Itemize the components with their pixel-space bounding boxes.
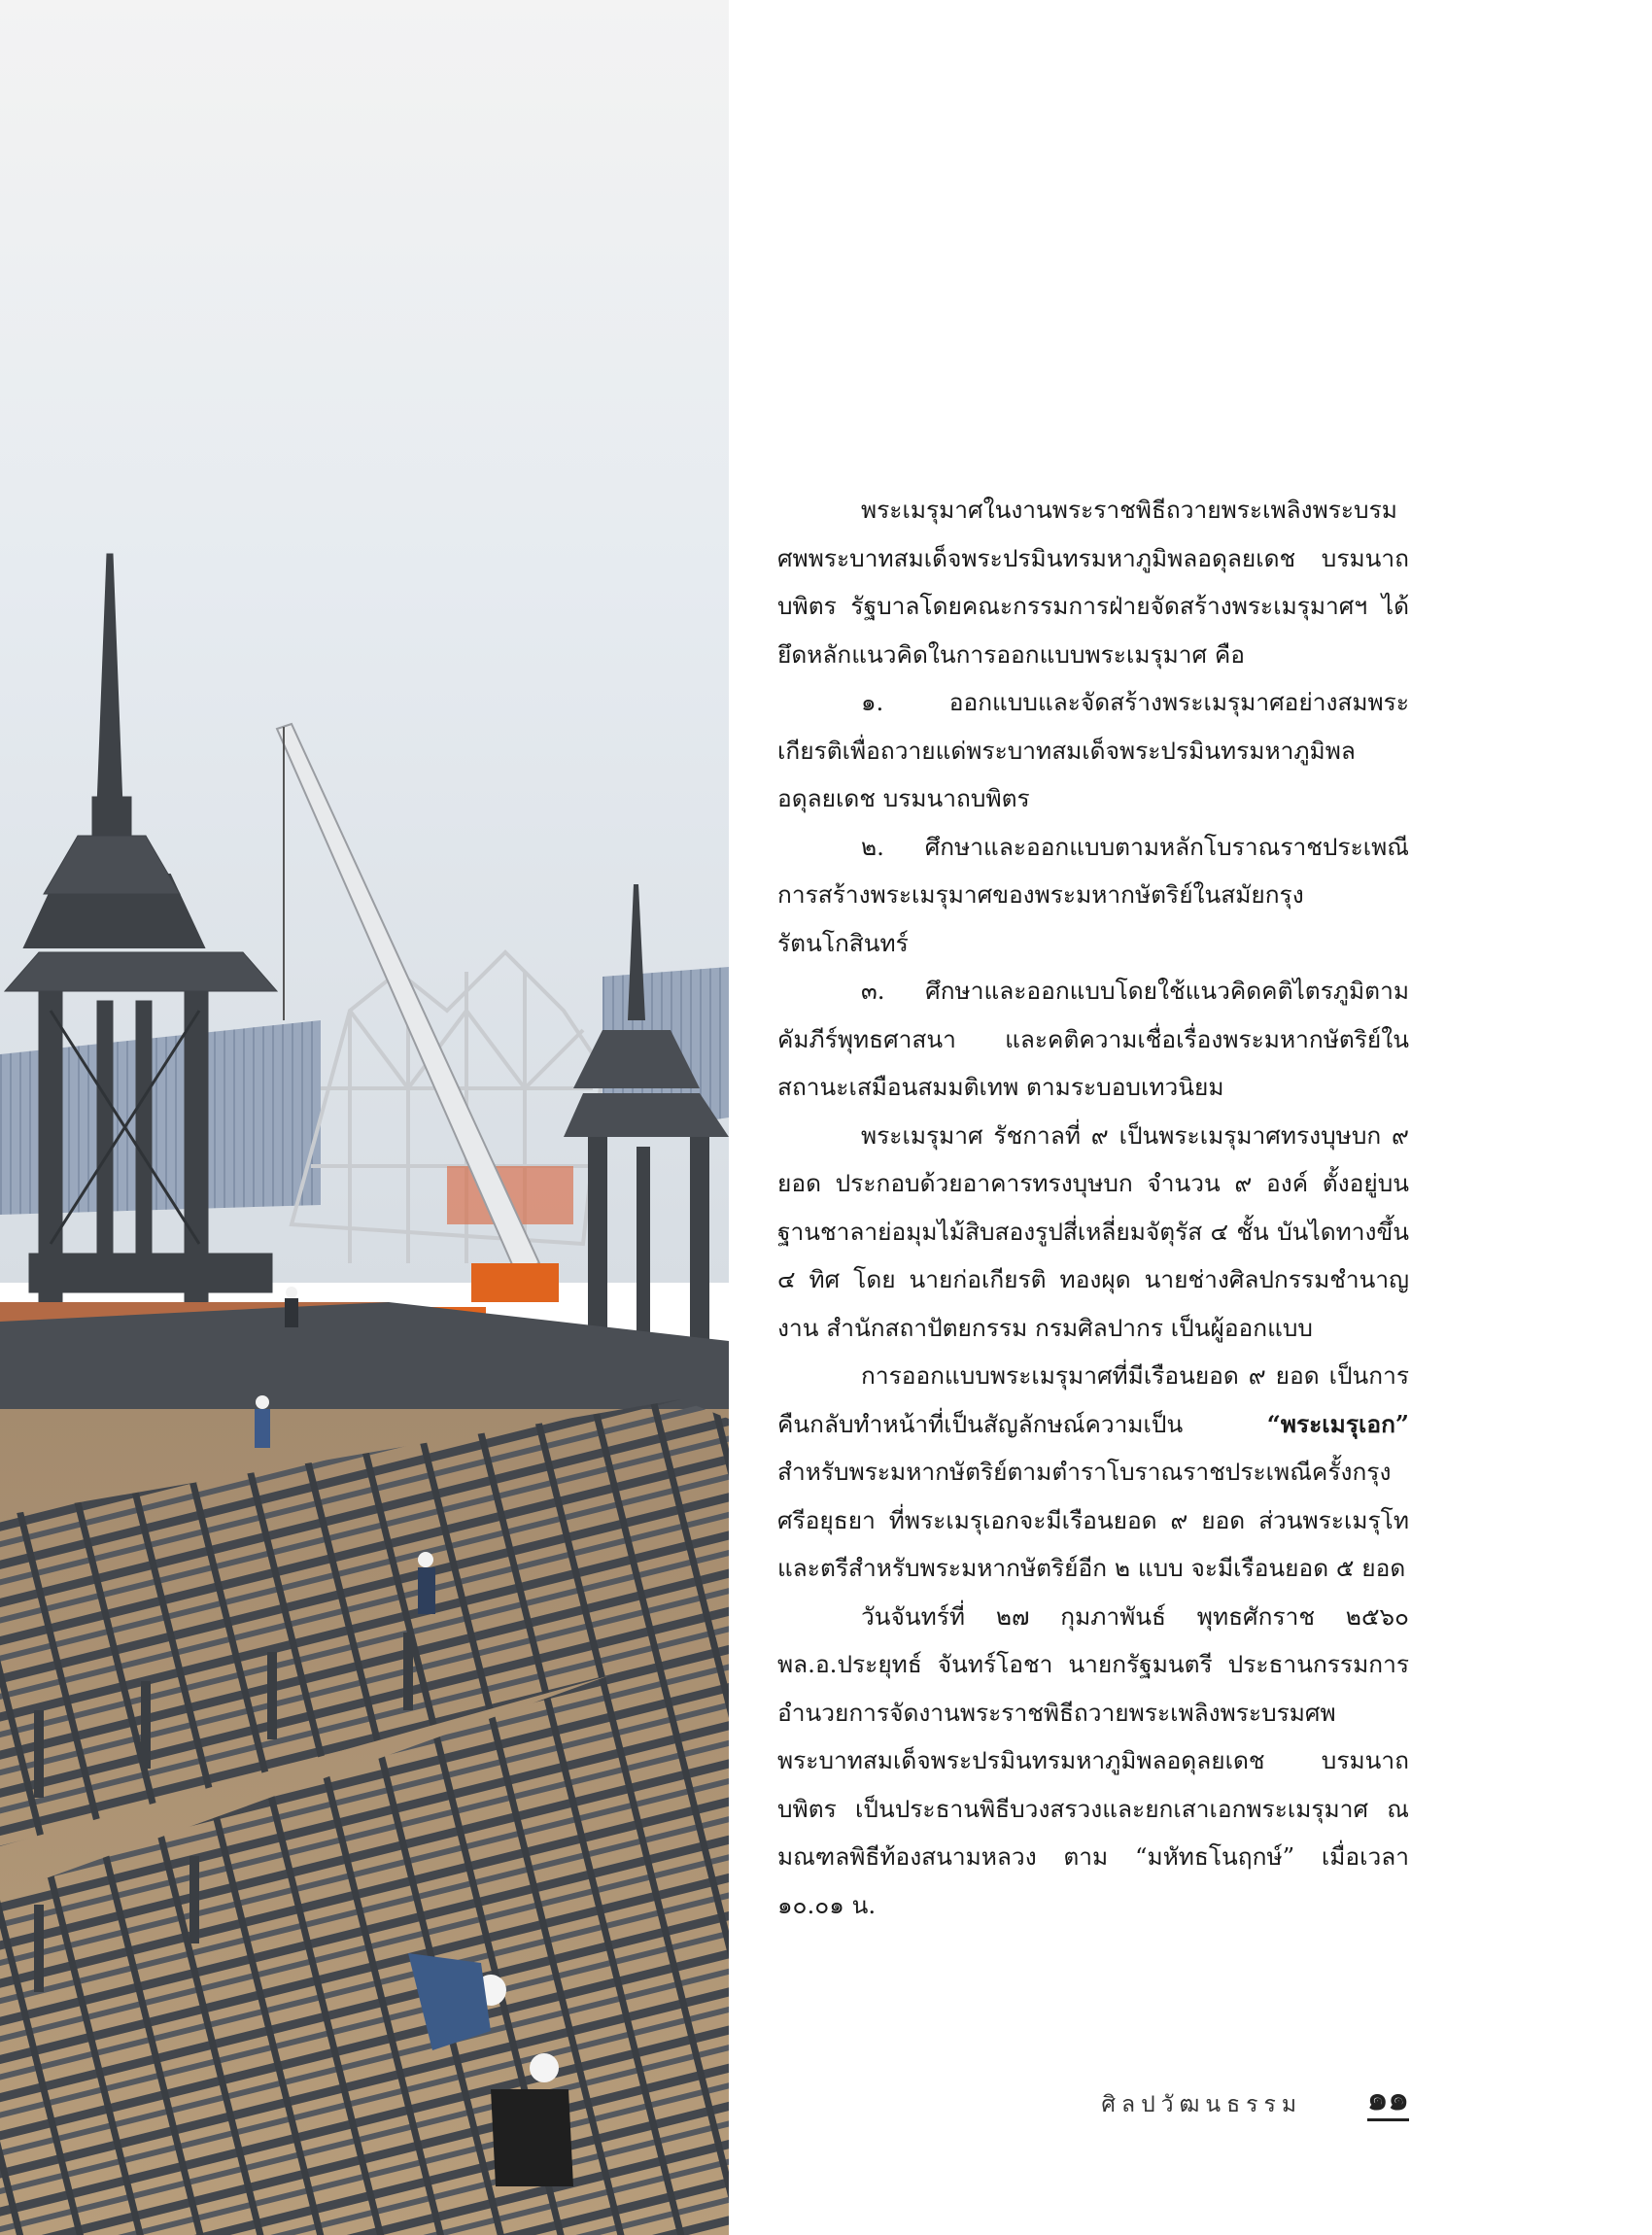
phra-meru-ek-term: “พระเมรุเอก”	[1266, 1409, 1409, 1438]
paragraph-symbolism	[777, 1352, 1409, 1593]
page-footer	[777, 2080, 1409, 2128]
paragraph-intro: พระเมรุมาศในงานพระราชพิธีถวายพระเพลิงพระบรมศพพระบาทสมเด็จพระปรมินทรมหาภูมิพลอดุลยเดช บรมนาถบพิตร รัฐบาลโดยคณะกรรมการฝ่ายจัดสร้างพระเมรุมาศฯ ได้ยึดหลักแนวคิดในการออกแบบพระเมรุมาศ คือ	[777, 496, 1409, 669]
construction-photo	[0, 0, 729, 2235]
magazine-title: ศิลปวัฒนธรรม	[1101, 2092, 1302, 2117]
paragraph-symbolism-a: การออกแบบพระเมรุมาศที่มีเรือนยอด ๙ ยอด เป็นการคืนกลับทำหน้าที่เป็นสัญลักษณ์ความเป็น	[777, 1361, 1409, 1438]
article-text	[777, 486, 1409, 1929]
paragraph-design: พระเมรุมาศ รัชกาลที่ ๙ เป็นพระเมรุมาศทรงบุษบก ๙ ยอด ประกอบด้วยอาคารทรงบุษบก จำนวน ๙ องค์ ตั้งอยู่บนฐานชาลาย่อมุมไม้สิบสองรูปสี่เหลี่ยมจัตุรัส ๔ ชั้น บันไดทางขึ้น ๔ ทิศ โดย นายก่อเกียรติ ทองผุด นายช่างศิลปกรรมชำนาญงาน สำนักสถาปัตยกรรม กรมศิลปากร เป็นผู้ออกแบบ	[777, 1120, 1409, 1342]
paragraph-ceremony: วันจันทร์ที่ ๒๗ กุมภาพันธ์ พุทธศักราช ๒๕๖๐ พล.อ.ประยุทธ์ จันทร์โอชา นายกรัฐมนตรี ประธานกรรมการอำนวยการจัดงานพระราชพิธีถวายพระเพลิงพระบรมศพพระบาทสมเด็จพระปรมินทรมหาภูมิพลอดุลยเดช บรมนาถบพิตร เป็นประธานพิธีบวงสรวงและยกเสาเอกพระเมรุมาศ ณ มณฑลพิธีท้องสนามหลวง ตาม “มหัทธโนฤกษ์” เมื่อเวลา ๑๐.๐๑ น.	[777, 1601, 1409, 1919]
paragraph-principle-2: ๒. ศึกษาและออกแบบตามหลักโบราณราชประเพณีการสร้างพระเมรุมาศของพระมหากษัตริย์ในสมัยกรุงรัตนโกสินทร์	[777, 832, 1409, 957]
upper-deck	[0, 1302, 729, 1409]
page-number: ๑๑	[1367, 2080, 1409, 2121]
paragraph-principle-1: ๑. ออกแบบและจัดสร้างพระเมรุมาศอย่างสมพระเกียรติเพื่อถวายแด่พระบาทสมเด็จพระปรมินทรมหาภูมิพลอดุลยเดช บรมนาถบพิตร	[777, 688, 1409, 812]
paragraph-symbolism-b: สำหรับพระมหากษัตริย์ตามตำราโบราณราชประเพณีครั้งกรุงศรีอยุธยา ที่พระเมรุเอกจะมีเรือนยอด ๙ ยอด ส่วนพระเมรุโทและตรีสำหรับพระมหากษัตริย์อีก ๒ แบบ จะมีเรือนยอด ๕ ยอด	[777, 1458, 1409, 1582]
paragraph-principle-3: ๓. ศึกษาและออกแบบโดยใช้แนวคิดคติไตรภูมิตามคัมภีร์พุทธศาสนา และคติความเชื่อเรื่องพระมหากษัตริย์ในสถานะเสมือนสมมติเทพ ตามระบอบเทวนิยม	[777, 977, 1409, 1101]
